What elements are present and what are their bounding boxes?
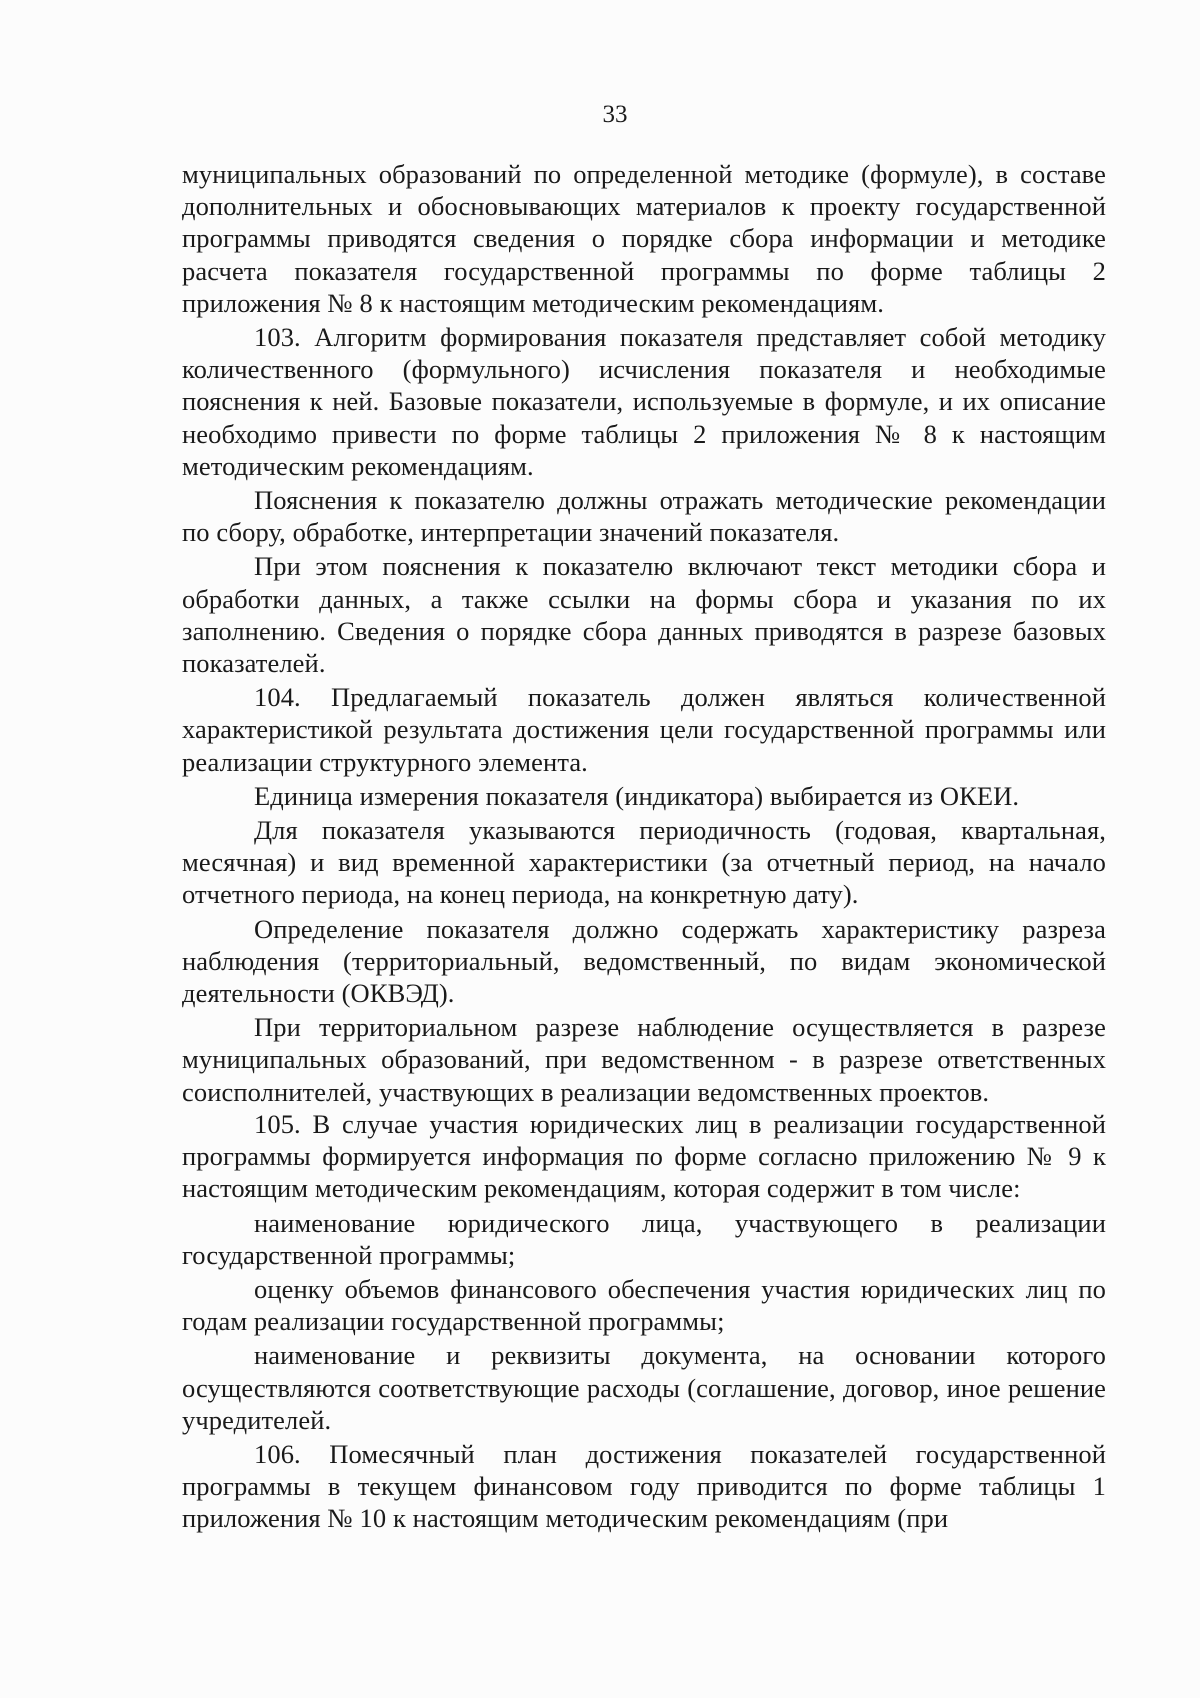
paragraph-105: 105. В случае участия юридических лиц в реализации государственной программы формируется информация по форме согласно приложению № 9 к настоящим методическим рекомендациям, которая содержит в том числе: (182, 1108, 1106, 1204)
list-item-legal-entity-name: наименование юридического лица, участвующего в реализации государственной программы; (182, 1207, 1106, 1270)
list-item-document-details: наименование и реквизиты документа, на основании которого осуществляются соответствующие расходы (соглашение, договор, иное решение учредителей. (182, 1340, 1106, 1435)
document-body (182, 158, 1106, 1535)
page-number: 33 (602, 101, 628, 128)
paragraph-103: 103. Алгоритм формирования показателя представляет собой методику количественного (формульного) исчисления показателя и необходимые пояснения к ней. Базовые показатели, используемые в формуле, и их описание необходимо привести по форме таблицы 2 приложения № 8 к настоящим методическим рекомендациям. (182, 322, 1106, 481)
paragraph-periodicity: Для показателя указываются периодичность (годовая, квартальная, месячная) и вид временной характеристики (за отчетный период, на начало отчетного периода, на конец периода, на конкретную дату). (182, 815, 1106, 910)
paragraph-territorial-section: При территориальном разрезе наблюдение осуществляется в разрезе муниципальных образований, при ведомственном - в разрезе ответственных соисполнителей, участвующих в реализации ведомственных проектов. (182, 1012, 1106, 1107)
list-item-financing-estimate: оценку объемов финансового обеспечения участия юридических лиц по годам реализации государственной программы; (182, 1273, 1106, 1337)
paragraph-104: 104. Предлагаемый показатель должен являться количественной характеристикой результата достижения цели государственной программы или реализации структурного элемента. (182, 682, 1106, 777)
paragraph-106: 106. Помесячный план достижения показателей государственной программы в текущем финансовом году приводится по форме таблицы 1 приложения № 10 к настоящим методическим рекомендациям (при (182, 1438, 1106, 1534)
paragraph-definition: Определение показателя должно содержать характеристику разреза наблюдения (территориальный, ведомственный, по видам экономической деятельности (ОКВЭД). (182, 913, 1106, 1009)
paragraph-explanations: Пояснения к показателю должны отражать методические рекомендации по сбору, обработке, интерпретации значений показателя. (182, 485, 1106, 548)
paragraph-unit-of-measure: Единица измерения показателя (индикатора) выбирается из ОКЕИ. (254, 780, 1020, 811)
paragraph-explanations-content: При этом пояснения к показателю включают текст методики сбора и обработки данных, а также ссылки на формы сбора и указания по их заполнению. Сведения о порядке сбора данных приводятся в разрезе базовых показателей. (182, 551, 1106, 679)
paragraph-continuation: муниципальных образований по определенной методике (формуле), в составе дополнительных и обосновывающих материалов к проекту государственной программы приводятся сведения о порядке сбора информации и методике расчета показателя государственной программы по форме таблицы 2 приложения № 8 к настоящим методическим рекомендациям. (182, 159, 1106, 318)
